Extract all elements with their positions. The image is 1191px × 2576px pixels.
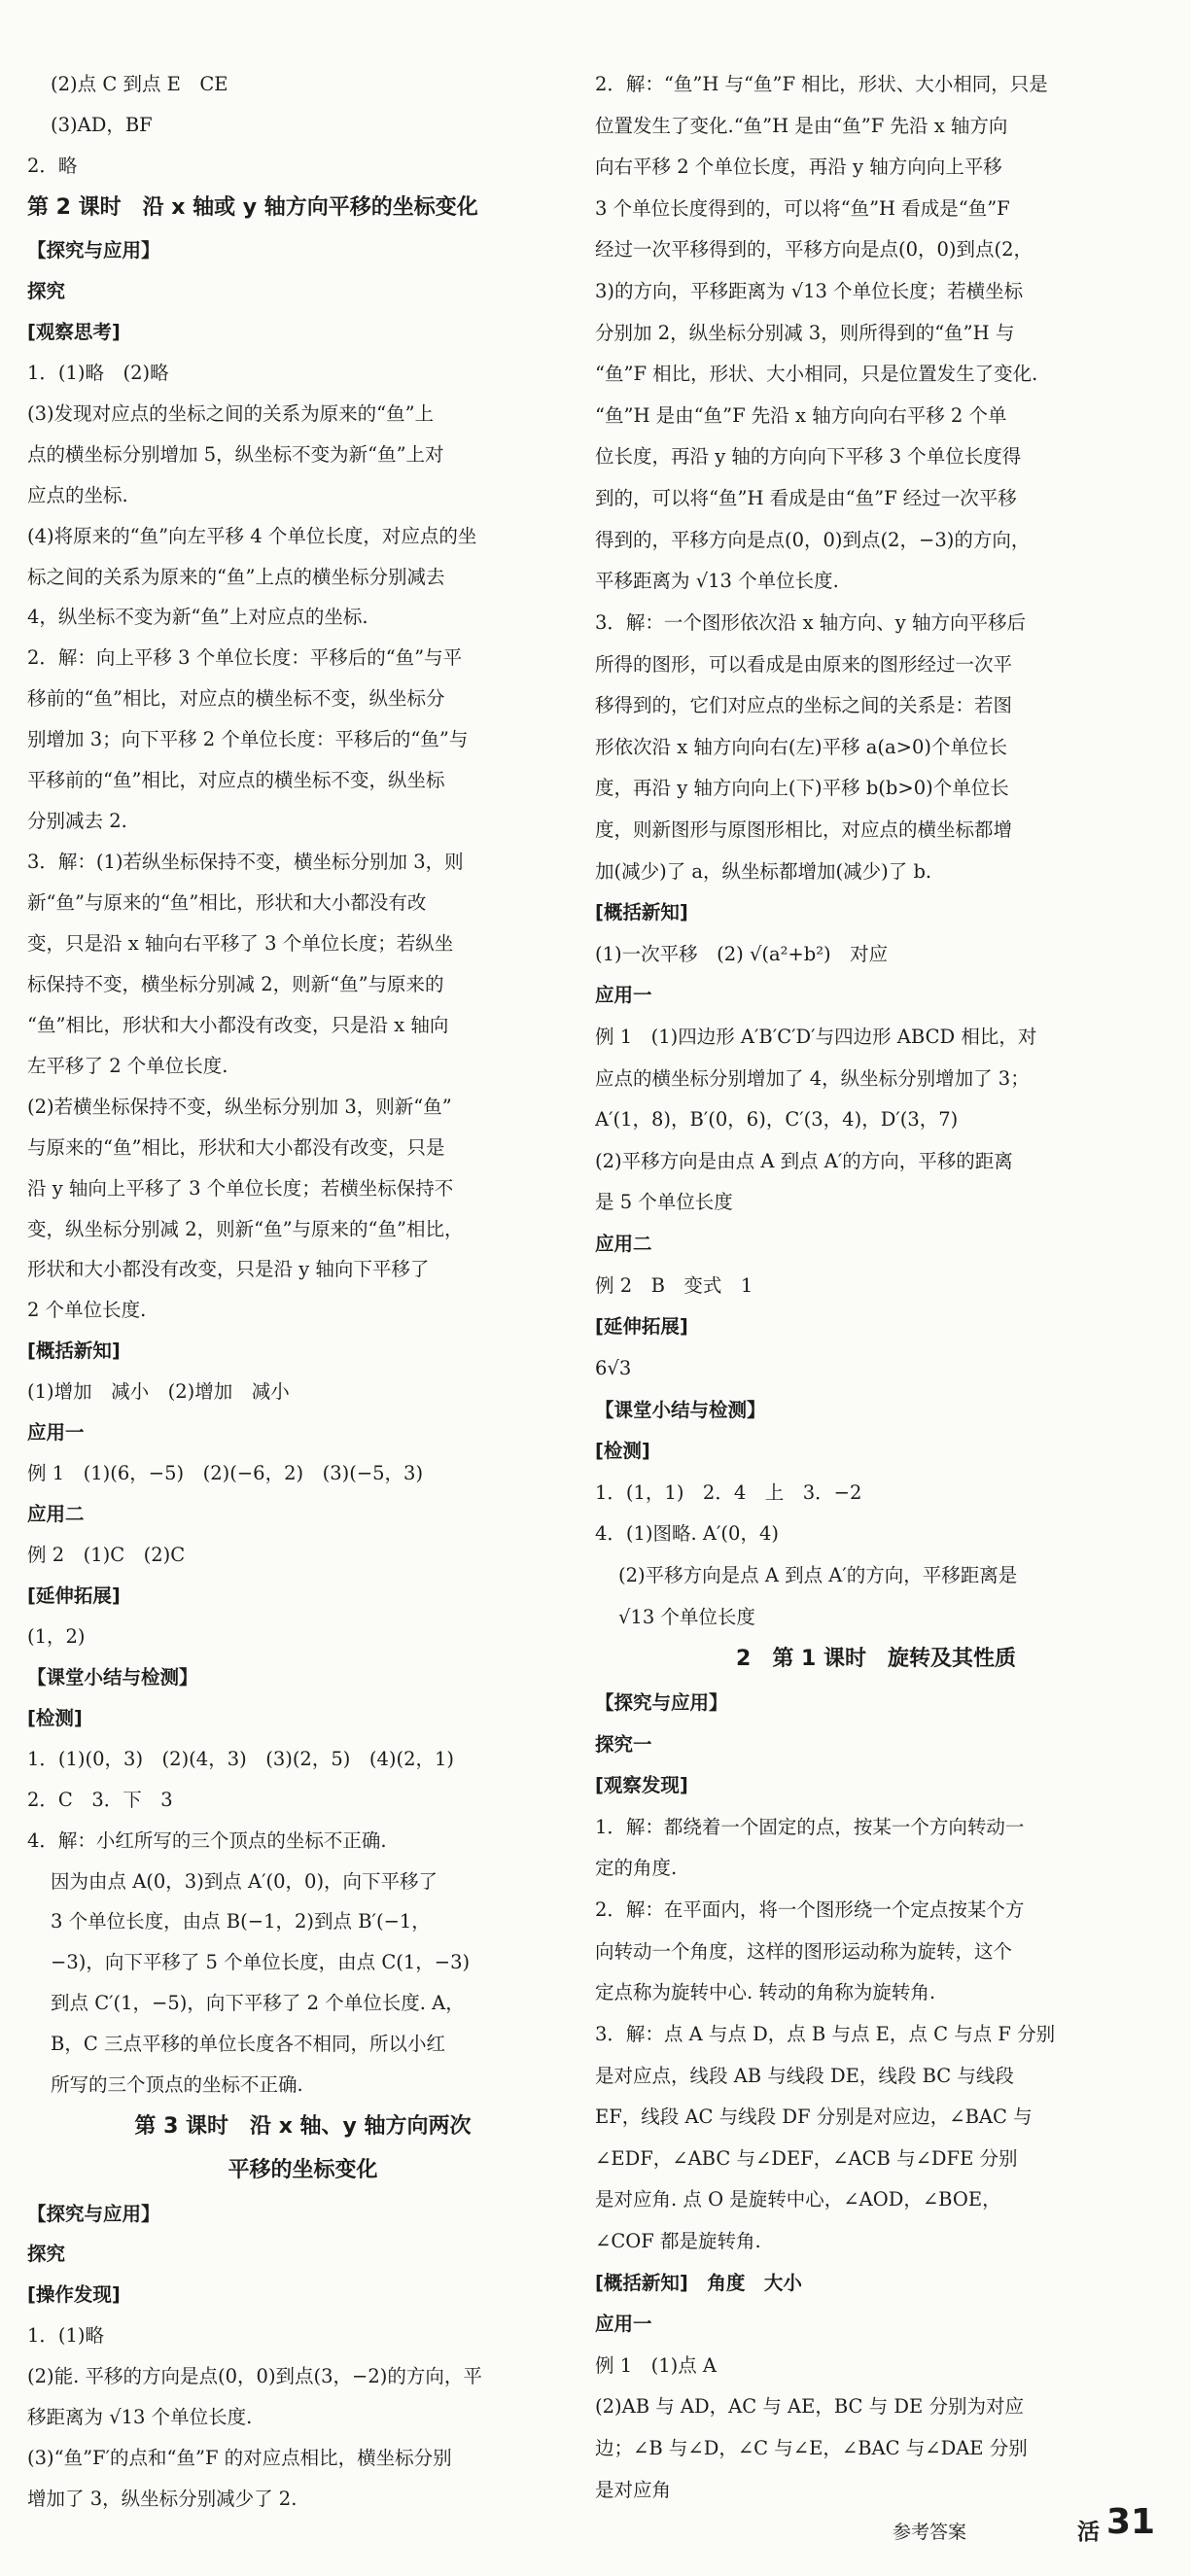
right-column-line: (2)平移方向是点 A 到点 A′的方向，平移距离是 bbox=[618, 1563, 1018, 1586]
right-column-line: ∠EDF，∠ABC 与∠DEF，∠ACB 与∠DFE 分别 bbox=[595, 2146, 1018, 2170]
left-column-line: 与原来的“鱼”相比，形状和大小都没有改变，只是 bbox=[27, 1135, 445, 1159]
right-column-line: 平移距离为 √13 个单位长度. bbox=[595, 570, 839, 593]
right-column-line: [观察发现] bbox=[595, 1774, 688, 1797]
left-column-line: (2)若横坐标保持不变，纵坐标分别加 3，则新“鱼” bbox=[27, 1095, 452, 1118]
right-column-line: “鱼”F 相比，形状、大小相同，只是位置发生了变化. bbox=[595, 363, 1038, 386]
right-column-line: 所得的图形，可以看成是由原来的图形经过一次平 bbox=[595, 652, 1013, 676]
left-column-line: 标之间的关系为原来的“鱼”上点的横坐标分别减去 bbox=[27, 565, 445, 588]
left-column-line: 形状和大小都没有改变，只是沿 y 轴向下平移了 bbox=[27, 1258, 430, 1281]
right-column-line: 探究一 bbox=[595, 1732, 652, 1756]
left-answer-column bbox=[27, 72, 578, 2512]
right-column-line: 分别加 2，纵坐标分别减 3，则所得到的“鱼”H 与 bbox=[595, 321, 1015, 344]
left-column-line: 3．解：(1)若纵坐标保持不变，横坐标分别加 3，则 bbox=[27, 851, 464, 874]
right-column-line: 边；∠B 与∠D，∠C 与∠E，∠BAC 与∠DAE 分别 bbox=[595, 2436, 1028, 2459]
footer-label: 参考答案 bbox=[893, 2522, 967, 2543]
left-column-line: B，C 三点平移的单位长度各不相同，所以小红 bbox=[51, 2033, 445, 2056]
right-column-line: 应点的横坐标分别增加了 4，纵坐标分别增加了 3； bbox=[595, 1066, 1030, 1090]
right-column-line: 1．(1，1) 2．4 上 3．−2 bbox=[595, 1480, 862, 1504]
right-column-line: 2．解：“鱼”H 与“鱼”F 相比，形状、大小相同，只是 bbox=[595, 73, 1048, 95]
right-column-line: 例 1 (1)四边形 A′B′C′D′与四边形 ABCD 相比，对 bbox=[595, 1026, 1037, 1049]
left-column-line: [观察思考] bbox=[27, 320, 121, 343]
page-number: 31 bbox=[1106, 2502, 1156, 2542]
left-column-line: 别增加 3；向下平移 2 个单位长度：平移后的“鱼”与 bbox=[27, 728, 469, 751]
left-column-line: 平移的坐标变化 bbox=[228, 2158, 378, 2183]
right-column-line: 【探究与应用】 bbox=[595, 1691, 728, 1715]
left-column-line: 标保持不变，横坐标分别减 2，则新“鱼”与原来的 bbox=[27, 972, 444, 995]
right-column-line: 【课堂小结与检测】 bbox=[595, 1398, 766, 1421]
left-column-line: (3)AD，BF bbox=[51, 113, 153, 136]
right-column-line: 位置发生了变化.“鱼”H 是由“鱼”F 先沿 x 轴方向 bbox=[595, 114, 1008, 137]
left-column-line: 所写的三个顶点的坐标不正确. bbox=[51, 2073, 303, 2097]
left-column-line: 4，纵坐标不变为新“鱼”上对应点的坐标. bbox=[27, 606, 368, 629]
left-column-line: 新“鱼”与原来的“鱼”相比，形状和大小都没有改 bbox=[27, 891, 427, 914]
right-column-line: 6√3 bbox=[595, 1356, 632, 1379]
left-column-line: 【探究与应用】 bbox=[27, 239, 160, 261]
left-column-line: 增加了 3，纵坐标分别减少了 2. bbox=[27, 2488, 298, 2511]
right-column-line: [检测] bbox=[595, 1440, 650, 1463]
right-column-line: 定点称为旋转中心. 转动的角称为旋转角. bbox=[595, 1981, 936, 2004]
right-column-line: EF，线段 AC 与线段 DF 分别是对应边，∠BAC 与 bbox=[595, 2106, 1033, 2129]
left-column-line: 应用二 bbox=[27, 1503, 85, 1526]
left-column-line: 4．解：小红所写的三个顶点的坐标不正确. bbox=[27, 1828, 387, 1852]
right-column-line: (1)一次平移 (2) √(a²+b²) 对应 bbox=[595, 942, 889, 965]
right-column-line: (2)AB 与 AD，AC 与 AE，BC 与 DE 分别为对应 bbox=[595, 2395, 1024, 2419]
right-column-line: 4．(1)图略. A′(0，4) bbox=[595, 1522, 779, 1546]
right-column-line: 度，则新图形与原图形相比，对应点的横坐标都增 bbox=[595, 818, 1013, 841]
right-column-line: 3．解：一个图形依次沿 x 轴方向、y 轴方向平移后 bbox=[595, 610, 1027, 634]
left-column-line: 1．(1)(0，3) (2)(4，3) (3)(2，5) (4)(2，1) bbox=[27, 1747, 455, 1770]
right-column-line: 位长度，再沿 y 轴的方向向下平移 3 个单位长度得 bbox=[595, 445, 1022, 469]
right-column-line: 例 2 B 变式 1 bbox=[595, 1273, 753, 1297]
left-column-line: [概括新知] bbox=[27, 1340, 121, 1363]
right-column-line: [延伸拓展] bbox=[595, 1315, 688, 1339]
left-column-line: 左平移了 2 个单位长度. bbox=[27, 1054, 228, 1077]
left-column-line: 例 1 (1)(6，−5) (2)(−6，2) (3)(−5，3) bbox=[27, 1462, 424, 1485]
right-column-line: 是 5 个单位长度 bbox=[595, 1191, 733, 1214]
right-column-line: 应用一 bbox=[595, 2313, 652, 2336]
right-column-line: [概括新知] 角度 大小 bbox=[595, 2271, 802, 2294]
left-column-line: [检测] bbox=[27, 1706, 83, 1729]
left-column-line: 沿 y 轴向上平移了 3 个单位长度；若横坐标保持不 bbox=[27, 1176, 454, 1200]
right-column-line: 应用二 bbox=[595, 1233, 652, 1256]
right-column-line: 得到的，平移方向是点(0，0)到点(2，−3)的方向， bbox=[595, 528, 1031, 551]
left-column-line: 第 2 课时 沿 x 轴或 y 轴方向平移的坐标变化 bbox=[27, 194, 478, 220]
left-column-line: 分别减去 2. bbox=[27, 810, 127, 833]
right-column-line: [概括新知] bbox=[595, 901, 688, 924]
right-column-line: 例 1 (1)点 A bbox=[595, 2353, 718, 2377]
right-column-line: 3 个单位长度得到的，可以将“鱼”H 看成是“鱼”F bbox=[595, 196, 1010, 220]
right-column-line: 3．解：点 A 与点 D，点 B 与点 E，点 C 与点 F 分别 bbox=[595, 2022, 1056, 2045]
left-column-line: (1)增加 减小 (2)增加 减小 bbox=[27, 1380, 290, 1404]
left-column-line: 3 个单位长度，由点 B(−1，2)到点 B′(−1， bbox=[51, 1910, 431, 1933]
left-column-line: 1．(1)略 bbox=[27, 2324, 105, 2348]
right-column-line: 定的角度. bbox=[595, 1857, 678, 1880]
left-column-line: 1．(1)略 (2)略 bbox=[27, 361, 169, 384]
left-column-line: (4)将原来的“鱼”向左平移 4 个单位长度，对应点的坐 bbox=[27, 524, 477, 547]
left-column-line: (2)点 C 到点 E CE bbox=[51, 73, 228, 95]
right-column-line: √13 个单位长度 bbox=[618, 1605, 755, 1628]
right-column-line: 2．解：在平面内，将一个图形绕一个定点按某个方 bbox=[595, 1898, 1025, 1922]
left-column-line: 变，纵坐标分别减 2，则新“鱼”与原来的“鱼”相比， bbox=[27, 1217, 464, 1240]
left-column-line: 变，只是沿 x 轴向右平移了 3 个单位长度；若纵坐 bbox=[27, 931, 454, 955]
left-column-line: 因为由点 A(0，3)到点 A′(0，0)，向下平移了 bbox=[51, 1869, 438, 1893]
left-column-line: [操作发现] bbox=[27, 2283, 121, 2307]
right-column-line: (2)平移方向是由点 A 到点 A′的方向，平移的距离 bbox=[595, 1149, 1013, 1172]
left-column-line: 移距离为 √13 个单位长度. bbox=[27, 2406, 253, 2429]
right-column-line: 向右平移 2 个单位长度，再沿 y 轴方向向上平移 bbox=[595, 156, 1002, 179]
right-column-line: 2 第 1 课时 旋转及其性质 bbox=[736, 1647, 1016, 1672]
right-column-line: 度，再沿 y 轴方向向上(下)平移 b(b>0)个单位长 bbox=[595, 777, 1009, 800]
right-column-line: 加(减少)了 a，纵坐标都增加(减少)了 b. bbox=[595, 859, 932, 883]
right-column-line: 1．解：都绕着一个固定的点，按某一个方向转动一 bbox=[595, 1815, 1025, 1838]
left-column-line: [延伸拓展] bbox=[27, 1584, 121, 1607]
right-column-line: 向转动一个角度，这样的图形运动称为旋转，这个 bbox=[595, 1939, 1013, 1963]
left-column-line: 2 个单位长度. bbox=[27, 1299, 147, 1322]
right-column-line: 应用一 bbox=[595, 984, 652, 1007]
right-column-line: 经过一次平移得到的，平移方向是点(0，0)到点(2， bbox=[595, 238, 1033, 261]
left-column-line: 应点的坐标. bbox=[27, 483, 128, 506]
left-column-line: (2)能. 平移的方向是点(0，0)到点(3，−2)的方向，平 bbox=[27, 2365, 482, 2388]
left-column-line: 【课堂小结与检测】 bbox=[27, 1665, 198, 1688]
left-column-line: “鱼”相比，形状和大小都没有改变，只是沿 x 轴向 bbox=[27, 1013, 449, 1036]
left-column-line: (3)“鱼”F′的点和“鱼”F 的对应点相比，横坐标分别 bbox=[27, 2447, 452, 2470]
right-column-line: ∠COF 都是旋转角. bbox=[595, 2229, 761, 2252]
left-column-line: 点的横坐标分别增加 5，纵坐标不变为新“鱼”上对 bbox=[27, 442, 444, 466]
right-column-line: 是对应角 bbox=[595, 2478, 672, 2501]
left-column-line: 移前的“鱼”相比，对应点的横坐标不变，纵坐标分 bbox=[27, 687, 445, 711]
left-column-line: 例 2 (1)C (2)C bbox=[27, 1544, 186, 1566]
left-column-line: (1，2) bbox=[27, 1624, 86, 1648]
right-column-line: 是对应角. 点 O 是旋转中心，∠AOD，∠BOE， bbox=[595, 2188, 1001, 2211]
left-column-line: 第 3 课时 沿 x 轴、y 轴方向两次 bbox=[134, 2114, 472, 2140]
right-column-line: “鱼”H 是由“鱼”F 先沿 x 轴方向向右平移 2 个单 bbox=[595, 403, 1007, 427]
left-column-line: 探究 bbox=[27, 2243, 66, 2266]
left-column-line: 【探究与应用】 bbox=[27, 2202, 160, 2225]
footer-word: 活 bbox=[1077, 2520, 1100, 2545]
right-column-line: A′(1，8)，B′(0，6)，C′(3，4)，D′(3，7) bbox=[595, 1108, 959, 1131]
left-column-line: −3)，向下平移了 5 个单位长度，由点 C(1，−3) bbox=[51, 1951, 471, 1974]
left-column-line: 平移前的“鱼”相比，对应点的横坐标不变，纵坐标 bbox=[27, 769, 445, 792]
left-column-line: 2．C 3．下 3 bbox=[27, 1788, 173, 1811]
right-column-line: 是对应点，线段 AB 与线段 DE，线段 BC 与线段 bbox=[595, 2064, 1014, 2087]
left-column-line: (3)发现对应点的坐标之间的关系为原来的“鱼”上 bbox=[27, 401, 435, 425]
left-column-line: 探究 bbox=[27, 279, 66, 302]
left-column-line: 应用一 bbox=[27, 1421, 85, 1445]
right-column-line: 形依次沿 x 轴方向向右(左)平移 a(a>0)个单位长 bbox=[595, 735, 1008, 758]
left-column-line: 2．略 bbox=[27, 154, 78, 177]
right-column-line: 3)的方向，平移距离为 √13 个单位长度；若横坐标 bbox=[595, 280, 1024, 303]
right-answer-column bbox=[595, 72, 1157, 2502]
left-column-line: 2．解：向上平移 3 个单位长度：平移后的“鱼”与平 bbox=[27, 646, 463, 670]
right-column-line: 到的，可以将“鱼”H 看成是由“鱼”F 经过一次平移 bbox=[595, 487, 1017, 510]
right-column-line: 移得到的，它们对应点的坐标之间的关系是：若图 bbox=[595, 694, 1013, 717]
left-column-line: 到点 C′(1，−5)，向下平移了 2 个单位长度. A， bbox=[51, 1992, 465, 2015]
